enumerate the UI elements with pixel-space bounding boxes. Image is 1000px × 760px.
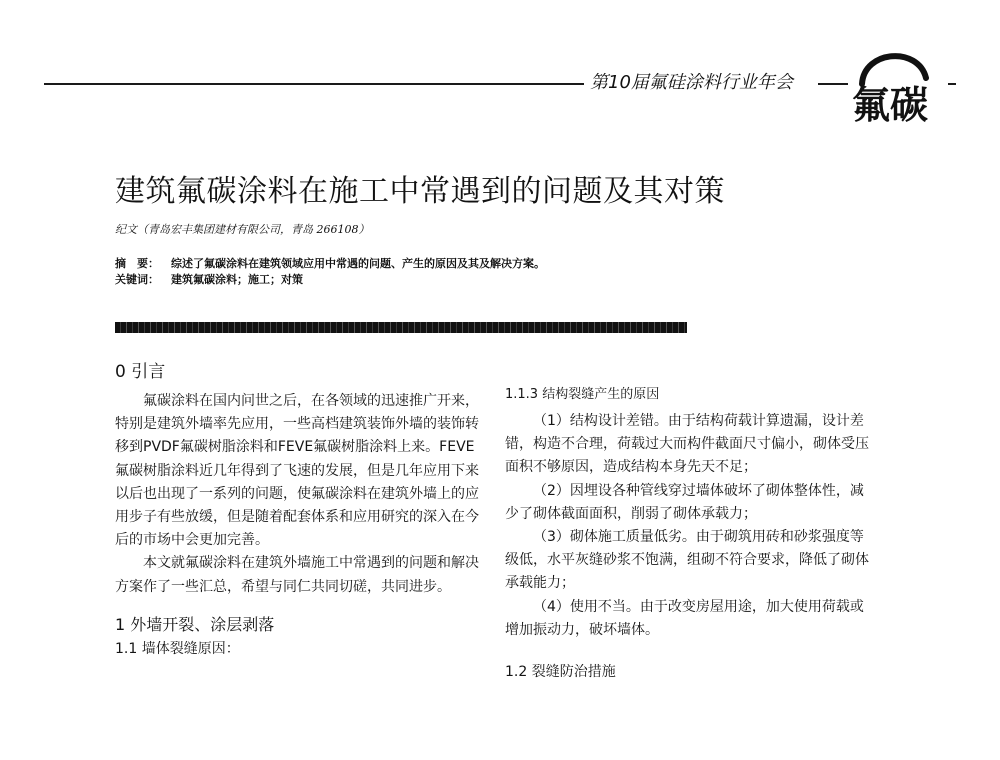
cause-item-4: （4）使用不当。由于改变房屋用途，加大使用荷载或增加振动力，破坏墙体。 bbox=[505, 598, 864, 638]
left-column bbox=[115, 358, 487, 661]
intro-paragraph-1: 氟碳涂料在国内问世之后，在各领域的迅速推广开来，特别是建筑外墙率先应用，一些高档建筑装饰外墙的装饰转移到PVDF氟碳树脂涂料和FEVE氟碳树脂涂料上来。FEVE氟碳树脂涂料近几年得到了飞速的发展，但是几年应用下来以后也出现了一系列的问题，使氟碳涂料在建筑外墙上的应用步子有些放缓，但是随着配套体系和应用研究的深入在今后的市场中会更加完善。 bbox=[115, 393, 479, 549]
intro-paragraph-2: 本文就氟碳涂料在建筑外墙施工中常遇到的问题和解决方案作了一些汇总，希望与同仁共同切磋，共同进步。 bbox=[115, 555, 479, 595]
cause-item-1: （1）结构设计差错。由于结构荷载计算遗漏，设计差错，构造不合理，荷载过大而构件截面尺寸偏小，砌体受压面积不够原因，造成结构本身先天不足； bbox=[505, 413, 869, 476]
section-1-2-heading: 1.2 裂缝防治措施 bbox=[505, 664, 616, 681]
separator-bar bbox=[115, 322, 687, 333]
header-rule-left bbox=[44, 83, 584, 85]
section-0-heading: 0 引言 bbox=[115, 362, 166, 382]
cause-item-2: （2）因埋设各种管线穿过墙体破坏了砌体整体性，减少了砌体截面面积，削弱了砌体承载力； bbox=[505, 482, 864, 522]
right-column bbox=[505, 384, 877, 684]
header-rule-right bbox=[818, 83, 848, 85]
header-rule-tail bbox=[948, 83, 956, 85]
logo-arc bbox=[862, 56, 926, 84]
keywords bbox=[115, 271, 303, 287]
cause-item-3: （3）砌体施工质量低劣。由于砌筑用砖和砂浆强度等级低，水平灰缝砂浆不饱满，组砌不符合要求，降低了砌体承载能力； bbox=[505, 529, 869, 592]
running-header-title: 第10届氟硅涂料行业年会 bbox=[590, 72, 793, 93]
section-1-1-heading: 1.1 墙体裂缝原因： bbox=[115, 640, 240, 657]
abstract bbox=[115, 255, 545, 271]
conference-logo bbox=[848, 40, 940, 126]
keywords-text: 建筑氟碳涂料；施工；对策 bbox=[171, 273, 303, 286]
abstract-text: 综述了氟碳涂料在建筑领域应用中常遇的问题、产生的原因及其及解决方案。 bbox=[171, 257, 545, 270]
logo-text: 氟碳 bbox=[852, 83, 929, 126]
abstract-label: 摘 要： bbox=[115, 257, 159, 270]
section-1-1-3-heading: 1.1.3 结构裂缝产生的原因 bbox=[505, 387, 660, 402]
article-author: 纪文（青岛宏丰集团建材有限公司，青岛 266108） bbox=[115, 223, 370, 236]
article-title: 建筑氟碳涂料在施工中常遇到的问题及其对策 bbox=[115, 174, 725, 209]
section-1-heading: 1 外墙开裂、涂层剥落 bbox=[115, 614, 275, 634]
keywords-label: 关键词： bbox=[115, 273, 159, 286]
